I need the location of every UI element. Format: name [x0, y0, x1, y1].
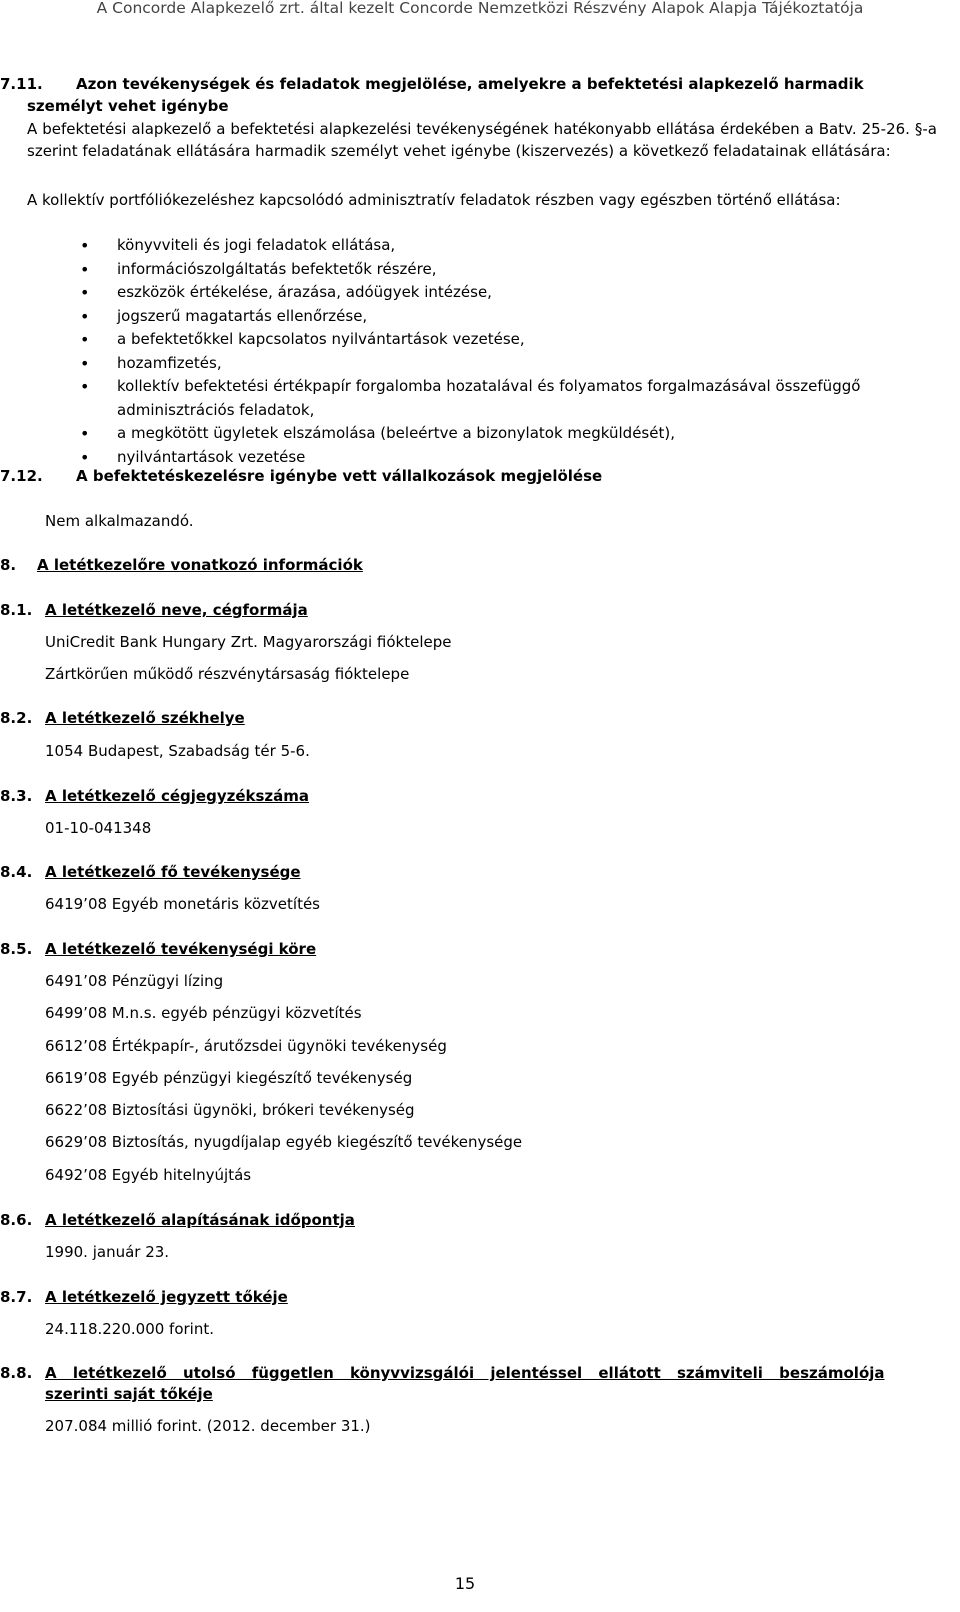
section-number: 8.6.: [0, 1211, 33, 1229]
activity-item: 6612’08 Értékpapír-, árutőzsdei ügynöki tevékenység: [45, 1037, 447, 1055]
section-8-4-heading: [0, 861, 301, 883]
page-number: 15: [454, 1574, 476, 1593]
section-title: A letétkezelő székhelye: [45, 709, 245, 727]
section-8-2-heading: [0, 707, 245, 729]
section-title: A letétkezelő tevékenységi köre: [45, 940, 317, 958]
custodian-equity: 207.084 millió forint. (2012. december 31.): [45, 1417, 371, 1435]
section-number: 8.7.: [0, 1288, 33, 1306]
list-item: • hozamfizetés,: [80, 352, 940, 376]
section-7-11-subparagraph: A kollektív portfóliókezeléshez kapcsolódó adminisztratív feladatok részben vagy egészben történő ellátása:: [27, 191, 841, 209]
section-8-7-heading: [0, 1286, 288, 1308]
custodian-legal-form: Zártkörűen működő részvénytársaság fióktelepe: [45, 665, 410, 683]
activity-item: 6499’08 M.n.s. egyéb pénzügyi közvetítés: [45, 1004, 362, 1022]
activity-item: 6622’08 Biztosítási ügynöki, brókeri tevékenység: [45, 1101, 415, 1119]
section-number: 7.12.: [0, 467, 43, 485]
list-item: • jogszerű magatartás ellenőrzése,: [80, 305, 940, 329]
section-number: 8.2.: [0, 709, 33, 727]
section-8-1-heading: [0, 599, 308, 621]
list-item: • a megkötött ügyletek elszámolása (beleértve a bizonylatok megküldését),: [80, 422, 940, 446]
section-title: A letétkezelőre vonatkozó információk: [37, 556, 363, 574]
section-number: 8.5.: [0, 940, 33, 958]
document-header: A Concorde Alapkezelő zrt. által kezelt Concorde Nemzetközi Részvény Alapok Alapja Tájékoztatója: [96, 0, 864, 16]
section-number: 8.3.: [0, 787, 33, 805]
list-item: • eszközök értékelése, árazása, adóügyek intézése,: [80, 281, 940, 305]
section-8-heading: [0, 554, 363, 576]
custodian-share-capital: 24.118.220.000 forint.: [45, 1320, 214, 1338]
custodian-registry-number: 01-10-041348: [45, 819, 152, 837]
section-7-12-heading: [0, 465, 602, 487]
section-7-11-paragraph: A befektetési alapkezelő a befektetési alapkezelési tevékenységének hatékonyabb ellátása érdekében a Batv. 25-26. §-a szerint feladatának ellátására harmadik személyt vehet igénybe (kiszervezés) a következő feladatainak ellátására:: [27, 120, 937, 160]
list-item: • könyvviteli és jogi feladatok ellátása,: [80, 234, 940, 258]
list-item: • a befektetőkkel kapcsolatos nyilvántartások vezetése,: [80, 328, 940, 352]
section-8-8-heading: [0, 1362, 930, 1384]
activity-item: 6491’08 Pénzügyi lízing: [45, 972, 224, 990]
section-7-11-heading: [0, 73, 864, 95]
section-number: 8.8.: [0, 1364, 33, 1382]
section-7-12-text: Nem alkalmazandó.: [45, 512, 194, 530]
list-item: • nyilvántartások vezetése: [80, 446, 940, 470]
section-title: A befektetéskezelésre igénybe vett vállalkozások megjelölése: [76, 467, 603, 485]
section-number: 8.1.: [0, 601, 33, 619]
section-number: 8.: [0, 556, 17, 574]
section-title-line1: Azon tevékenységek és feladatok megjelölése, amelyekre a befektetési alapkezelő harmadik: [76, 75, 864, 93]
section-8-6-heading: [0, 1209, 355, 1231]
section-8-8-heading-cont: szerinti saját tőkéje: [45, 1385, 213, 1403]
section-8-3-heading: [0, 785, 309, 807]
section-7-11-heading-cont: személyt vehet igénybe: [27, 97, 229, 115]
section-title: A letétkezelő alapításának időpontja: [45, 1211, 355, 1229]
section-title: A letétkezelő fő tevékenysége: [45, 863, 301, 881]
section-title: A letétkezelő cégjegyzékszáma: [45, 787, 310, 805]
list-item: • információszolgáltatás befektetők részére,: [80, 258, 940, 282]
custodian-name: UniCredit Bank Hungary Zrt. Magyarországi fióktelepe: [45, 633, 452, 651]
custodian-founding-date: 1990. január 23.: [45, 1243, 170, 1261]
section-8-5-heading: [0, 938, 316, 960]
list-item: • kollektív befektetési értékpapír forgalomba hozatalával és folyamatos forgalmazásával összefüggő adminisztrációs feladatok,: [80, 375, 940, 422]
section-title-line1: A letétkezelő utolsó független könyvvizsgálói jelentéssel ellátott számviteli beszámolója: [45, 1364, 885, 1382]
section-title: A letétkezelő jegyzett tőkéje: [45, 1288, 288, 1306]
section-number: 7.11.: [0, 75, 43, 93]
section-title: A letétkezelő neve, cégformája: [45, 601, 308, 619]
outsourced-tasks-list: [80, 234, 940, 469]
section-number: 8.4.: [0, 863, 33, 881]
custodian-address: 1054 Budapest, Szabadság tér 5-6.: [45, 742, 310, 760]
custodian-main-activity: 6419’08 Egyéb monetáris közvetítés: [45, 895, 320, 913]
activity-item: 6619’08 Egyéb pénzügyi kiegészítő tevékenység: [45, 1069, 413, 1087]
activity-item: 6492’08 Egyéb hitelnyújtás: [45, 1166, 252, 1184]
activity-item: 6629’08 Biztosítás, nyugdíjalap egyéb kiegészítő tevékenysége: [45, 1133, 523, 1151]
